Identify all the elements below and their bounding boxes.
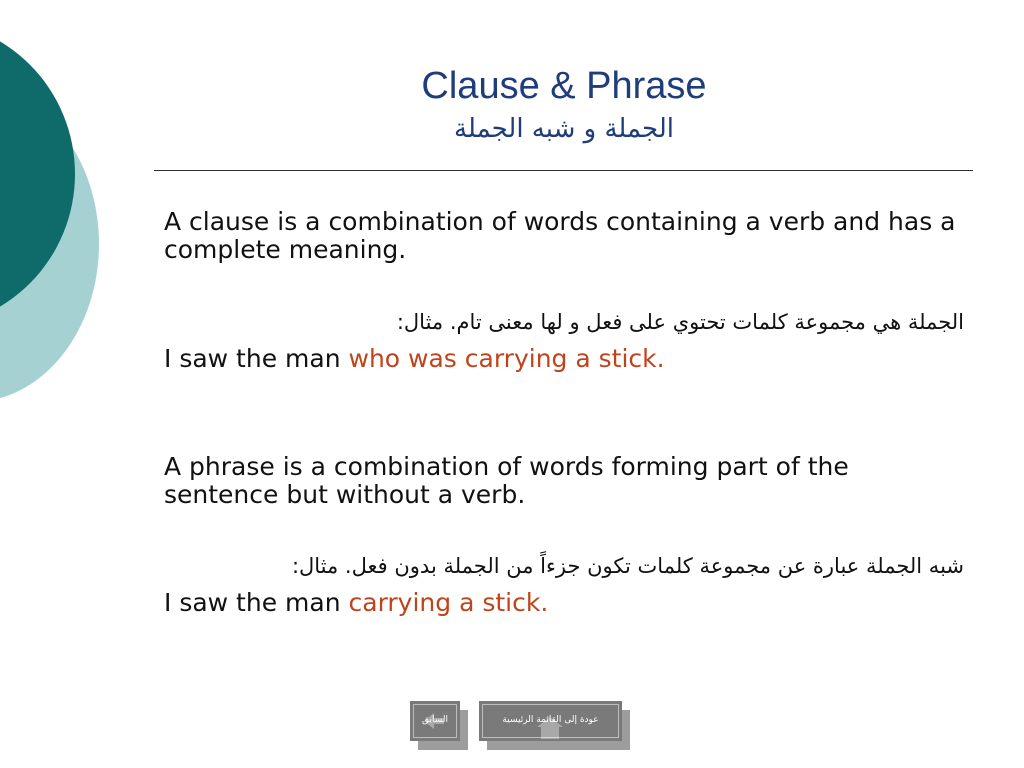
previous-button-label: السابق xyxy=(421,715,449,725)
phrase-definition-arabic: شبه الجملة عبارة عن مجموعة كلمات تكون جزءاً من الجملة بدون فعل. مثال: xyxy=(291,554,964,578)
slide-title: Clause & Phrase xyxy=(421,65,707,107)
phrase-example-text: I saw the man xyxy=(164,588,349,617)
title-divider xyxy=(154,170,973,171)
phrase-definition: A phrase is a combination of words forming part of the sentence but without a verb. xyxy=(164,452,849,509)
clause-example-highlight: who was carrying a stick. xyxy=(348,344,665,373)
clause-example xyxy=(164,345,964,373)
home-button-label: عودة إلى القائمة الرئيسية xyxy=(502,715,599,725)
phrase-example xyxy=(164,589,964,617)
previous-button[interactable] xyxy=(410,701,460,741)
slide-subtitle-arabic: الجملة و شبه الجملة xyxy=(454,114,674,144)
clause-definition: A clause is a combination of words containing a verb and has a complete meaning. xyxy=(164,207,956,264)
phrase-example-highlight: carrying a stick. xyxy=(348,588,549,617)
clause-example-text: I saw the man xyxy=(164,344,349,373)
home-menu-button[interactable] xyxy=(479,701,622,741)
clause-definition-arabic: الجملة هي مجموعة كلمات تحتوي على فعل و لها معنى تام. مثال: xyxy=(396,310,964,334)
